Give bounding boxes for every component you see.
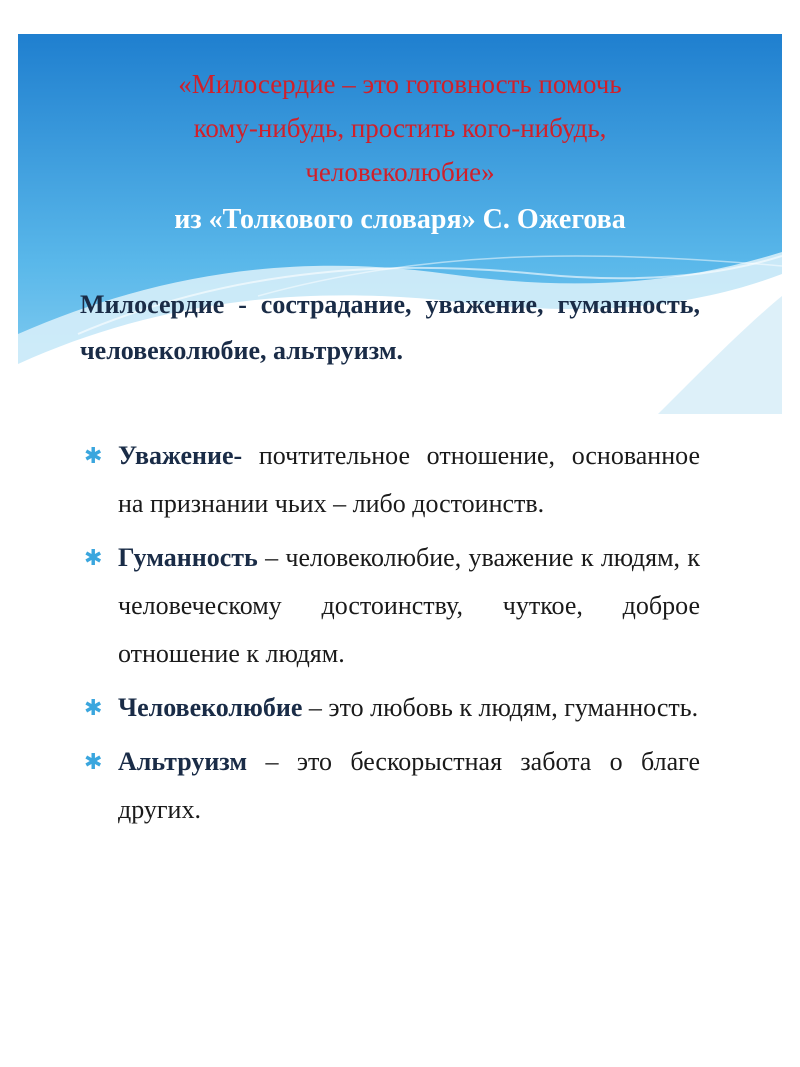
term: Альтруизм: [118, 747, 248, 776]
asterisk-bullet-icon: ✱: [84, 695, 103, 720]
quote-line: человеколюбие»: [305, 157, 495, 187]
quote-line: кому-нибудь, простить кого-нибудь,: [193, 113, 607, 143]
term-description: почтительное отношение, основанное на признании чьих – либо достоинств.: [118, 441, 700, 518]
asterisk-bullet-icon: ✱: [84, 545, 103, 570]
quote-line: «Милосердие – это готовность помочь: [178, 69, 622, 99]
definition: Милосердие - сострадание, уважение, гуманность, человеколюбие, альтруизм.: [80, 290, 700, 365]
source-citation: из «Толкового словаря» С. Ожегова: [174, 204, 626, 235]
header: [18, 62, 782, 240]
bullet-list: [80, 432, 700, 840]
list-item: [80, 432, 700, 528]
term: Гуманность: [118, 543, 258, 572]
term-description: – человеколюбие, уважение к людям, к человеческому достоинству, чуткое, доброе отношение к людям.: [118, 543, 700, 668]
term-description: – это любовь к людям, гуманность.: [302, 693, 699, 722]
asterisk-bullet-icon: ✱: [84, 749, 103, 774]
term: Человеколюбие: [118, 693, 303, 722]
quote: [18, 62, 782, 194]
term: Уважение-: [118, 441, 243, 470]
asterisk-bullet-icon: ✱: [84, 443, 103, 468]
slide: [18, 34, 782, 1034]
list-item: [80, 738, 700, 834]
list-item: [80, 534, 700, 678]
term-description: – это бескорыстная забота о благе других.: [118, 747, 700, 824]
list-item: [80, 684, 700, 732]
